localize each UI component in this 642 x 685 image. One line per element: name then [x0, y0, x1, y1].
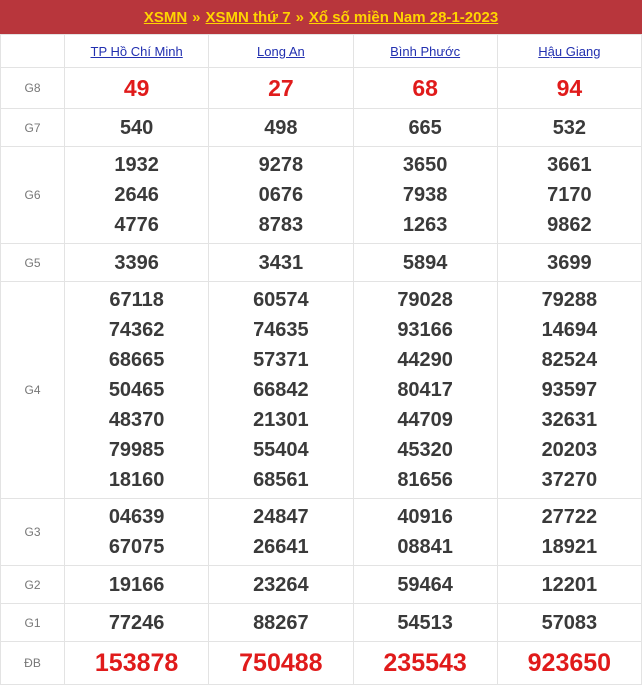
prize-number: 3699	[547, 251, 592, 274]
breadcrumb-xsmn[interactable]: XSMN	[143, 8, 188, 26]
prize-number: 0676	[258, 184, 304, 206]
results-table	[0, 34, 642, 685]
prize-label: G2	[1, 566, 65, 604]
prize-number: 9862	[547, 214, 592, 236]
prize-number: 750488	[239, 649, 323, 677]
prize-number: 4776	[114, 214, 159, 236]
prize-number: 153878	[94, 649, 179, 677]
prize-number: 68665	[108, 349, 165, 371]
prize-number: 44709	[397, 409, 453, 431]
prize-number: 498	[264, 116, 298, 139]
prize-number: 88267	[253, 611, 309, 634]
prize-cell	[65, 109, 209, 147]
prize-number: 44290	[397, 349, 453, 371]
prize-row	[1, 642, 642, 685]
prize-number: 2646	[114, 184, 159, 206]
prize-label: G4	[1, 282, 65, 499]
prize-number: 74362	[108, 319, 165, 341]
prize-cell	[353, 68, 497, 109]
prize-number: 3650	[402, 154, 448, 176]
prize-number: 27	[268, 75, 294, 101]
prize-number: 74635	[253, 319, 309, 341]
prize-number: 49	[123, 75, 150, 101]
prize-cell	[209, 147, 353, 244]
prize-cell	[353, 642, 497, 685]
prize-label: G5	[1, 244, 65, 282]
breadcrumb-xsmn-thu7[interactable]: XSMN thứ 7	[205, 8, 291, 26]
prize-number: 665	[408, 116, 442, 139]
prize-number: 79028	[397, 289, 453, 311]
prize-number: 59464	[397, 573, 453, 596]
prize-label: G1	[1, 604, 65, 642]
province-cell	[497, 35, 641, 68]
prize-number: 21301	[253, 409, 309, 431]
prize-cell	[65, 642, 209, 685]
prize-cell	[497, 642, 641, 685]
prize-number: 532	[552, 116, 587, 139]
prize-cell	[209, 282, 353, 499]
prize-row	[1, 109, 642, 147]
prize-cell	[209, 604, 353, 642]
prize-number: 67118	[109, 289, 164, 311]
prize-row	[1, 147, 642, 244]
prize-number: 3661	[547, 154, 592, 176]
page-title-link[interactable]: Xổ số miền Nam 28-1-2023	[308, 8, 499, 26]
prize-number: 54513	[397, 611, 453, 634]
prize-cell	[209, 244, 353, 282]
prize-cell	[353, 499, 497, 566]
prize-cell	[353, 566, 497, 604]
prize-cell	[497, 604, 641, 642]
page-header	[0, 0, 642, 34]
province-cell	[353, 35, 497, 68]
prize-number: 48370	[108, 409, 165, 431]
prize-number: 27722	[541, 506, 598, 528]
prize-cell	[353, 109, 497, 147]
prize-label: ĐB	[1, 642, 65, 685]
breadcrumb-separator: »	[192, 8, 201, 26]
prize-cell	[497, 109, 641, 147]
prize-number: 14694	[541, 319, 598, 341]
prize-number: 9278	[258, 154, 304, 176]
prize-number: 57371	[253, 349, 309, 371]
prize-number: 7170	[547, 184, 592, 206]
province-cell	[209, 35, 353, 68]
prize-number: 80417	[397, 379, 453, 401]
prize-cell	[209, 499, 353, 566]
prize-cell	[353, 282, 497, 499]
prize-number: 04639	[108, 506, 165, 528]
prize-number: 12201	[541, 573, 598, 596]
prize-cell	[353, 604, 497, 642]
prize-cell	[497, 68, 641, 109]
prize-number: 66842	[253, 379, 309, 401]
prize-row	[1, 604, 642, 642]
prize-number: 60574	[253, 289, 309, 311]
prize-number: 8783	[258, 214, 304, 236]
prize-cell	[497, 282, 641, 499]
prize-cell	[209, 109, 353, 147]
prize-number: 24847	[253, 506, 309, 528]
prize-row	[1, 566, 642, 604]
prize-row	[1, 499, 642, 566]
prize-number: 23264	[253, 573, 309, 596]
province-header-row	[1, 35, 642, 68]
prize-cell	[65, 566, 209, 604]
prize-number: 32631	[541, 409, 598, 431]
prize-cell	[497, 244, 641, 282]
prize-number: 55404	[253, 439, 309, 461]
prize-cell	[209, 68, 353, 109]
prize-row	[1, 68, 642, 109]
prize-cell	[353, 244, 497, 282]
province-link-hau-giang[interactable]: Hậu Giang	[538, 43, 601, 59]
prize-number: 18921	[541, 536, 598, 558]
prize-number: 77246	[108, 611, 165, 634]
prize-number: 93597	[541, 379, 598, 401]
breadcrumb-separator: »	[295, 8, 304, 26]
corner-cell	[1, 35, 65, 68]
prize-label: G8	[1, 68, 65, 109]
prize-cell	[65, 244, 209, 282]
prize-number: 82524	[541, 349, 598, 371]
prize-number: 7938	[402, 184, 448, 206]
province-cell	[65, 35, 209, 68]
prize-number: 1263	[402, 214, 448, 236]
prize-number: 50465	[108, 379, 165, 401]
prize-label: G6	[1, 147, 65, 244]
province-link-long-an[interactable]: Long An	[257, 43, 305, 59]
prize-number: 20203	[541, 439, 598, 461]
prize-number: 40916	[397, 506, 453, 528]
prize-number: 1932	[114, 154, 159, 176]
prize-number: 57083	[541, 611, 598, 634]
prize-number: 235543	[383, 649, 467, 677]
prize-row	[1, 282, 642, 499]
prize-label: G7	[1, 109, 65, 147]
prize-cell	[65, 499, 209, 566]
prize-number: 68561	[253, 469, 309, 491]
prize-number: 923650	[527, 649, 612, 677]
prize-number: 19166	[108, 573, 165, 596]
prize-number: 540	[119, 116, 154, 139]
prize-number: 45320	[397, 439, 453, 461]
prize-number: 3431	[258, 251, 304, 274]
prize-number: 5894	[402, 251, 448, 274]
prize-row	[1, 244, 642, 282]
province-link-binh-phuoc[interactable]: Bình Phước	[390, 43, 461, 59]
prize-cell	[65, 282, 209, 499]
prize-cell	[65, 604, 209, 642]
prize-cell	[353, 147, 497, 244]
prize-number: 37270	[541, 469, 598, 491]
prize-cell	[209, 566, 353, 604]
prize-cell	[209, 642, 353, 685]
prize-cell	[65, 68, 209, 109]
prize-number: 93166	[397, 319, 453, 341]
prize-cell	[497, 147, 641, 244]
prize-label: G3	[1, 499, 65, 566]
prize-number: 18160	[108, 469, 165, 491]
prize-number: 68	[412, 75, 438, 101]
prize-number: 3396	[114, 251, 159, 274]
province-link-hcm[interactable]: TP Hồ Chí Minh	[90, 43, 183, 59]
prize-number: 08841	[397, 536, 453, 558]
prize-number: 94	[556, 75, 583, 101]
prize-cell	[497, 566, 641, 604]
prize-number: 26641	[253, 536, 309, 558]
prize-cell	[65, 147, 209, 244]
prize-cell	[497, 499, 641, 566]
prize-number: 79985	[108, 439, 165, 461]
prize-number: 81656	[397, 469, 453, 491]
prize-number: 79288	[541, 289, 598, 311]
prize-number: 67075	[108, 536, 165, 558]
